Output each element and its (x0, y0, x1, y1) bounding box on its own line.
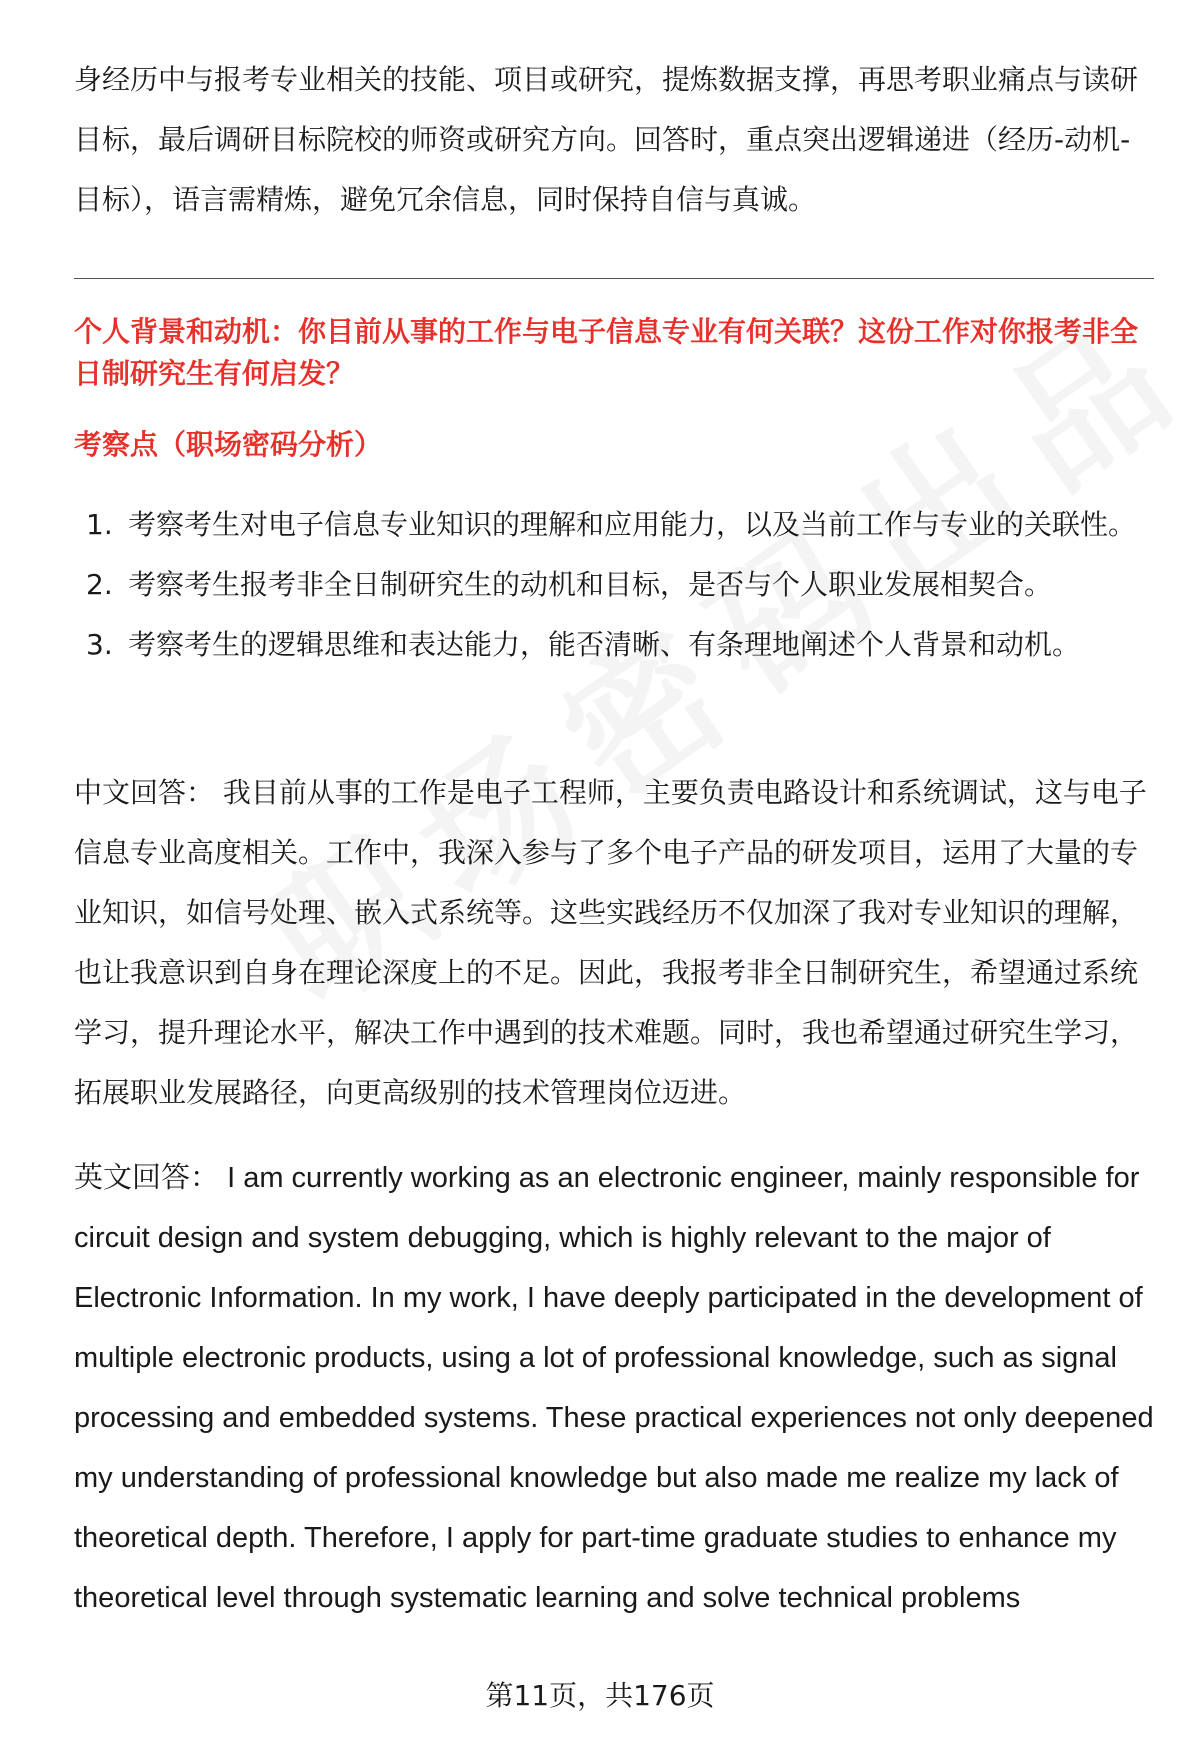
list-item-text: 考察考生的逻辑思维和表达能力，能否清晰、有条理地阐述个人背景和动机。 (128, 628, 1081, 661)
english-answer-text: I am currently working as an electronic engineer, mainly responsible for circuit design and system debugging, which is highly relevant to the major of Electronic Information. In my work, I have deeply participated in the development of multiple electronic products, using a lot of professional knowledge, such as signal processing and embedded systems. These practical experiences not only deepened my understanding of professional knowledge but also made me realize my lack of theoretical depth. Therefore, I apply for part-time graduate studies to enhance my theoretical level through systematic learning and solve technical problems (74, 1162, 1154, 1614)
list-item (74, 615, 1154, 675)
assessment-list (74, 495, 1154, 675)
chinese-answer (74, 763, 1154, 1123)
assessment-title: 考察点（职场密码分析） (74, 428, 383, 461)
english-answer-label: 英文回答： (74, 1162, 220, 1194)
section-divider (74, 278, 1154, 279)
question-title: 个人背景和动机：你目前从事的工作与电子信息专业有何关联？这份工作对你报考非全日制研究生有何启发？ (74, 315, 1139, 390)
list-item-number: 1. (86, 508, 113, 541)
intro-paragraph: 身经历中与报考专业相关的技能、项目或研究，提炼数据支撑，再思考职业痛点与读研目标，最后调研目标院校的师资或研究方向。回答时，重点突出逻辑递进（经历-动机-目标），语言需精炼，避免冗余信息，同时保持自信与真诚。 (74, 63, 1139, 216)
list-item (74, 495, 1154, 555)
chinese-answer-text: 我目前从事的工作是电子工程师，主要负责电路设计和系统调试，这与电子信息专业高度相关。工作中，我深入参与了多个电子产品的研发项目，运用了大量的专业知识，如信号处理、嵌入式系统等。这些实践经历不仅加深了我对专业知识的理解，也让我意识到自身在理论深度上的不足。因此，我报考非全日制研究生，希望通过系统学习，提升理论水平，解决工作中遇到的技术难题。同时，我也希望通过研究生学习，拓展职业发展路径，向更高级别的技术管理岗位迈进。 (74, 776, 1147, 1109)
english-answer (74, 1148, 1154, 1628)
list-item-text: 考察考生报考非全日制研究生的动机和目标，是否与个人职业发展相契合。 (128, 568, 1053, 601)
list-item-text: 考察考生对电子信息专业知识的理解和应用能力，以及当前工作与专业的关联性。 (128, 508, 1137, 541)
list-item-number: 3. (86, 628, 113, 661)
list-item (74, 555, 1154, 615)
list-item-number: 2. (86, 568, 113, 601)
chinese-answer-label: 中文回答： (74, 776, 215, 809)
page-number: 第11页，共176页 (485, 1679, 715, 1712)
